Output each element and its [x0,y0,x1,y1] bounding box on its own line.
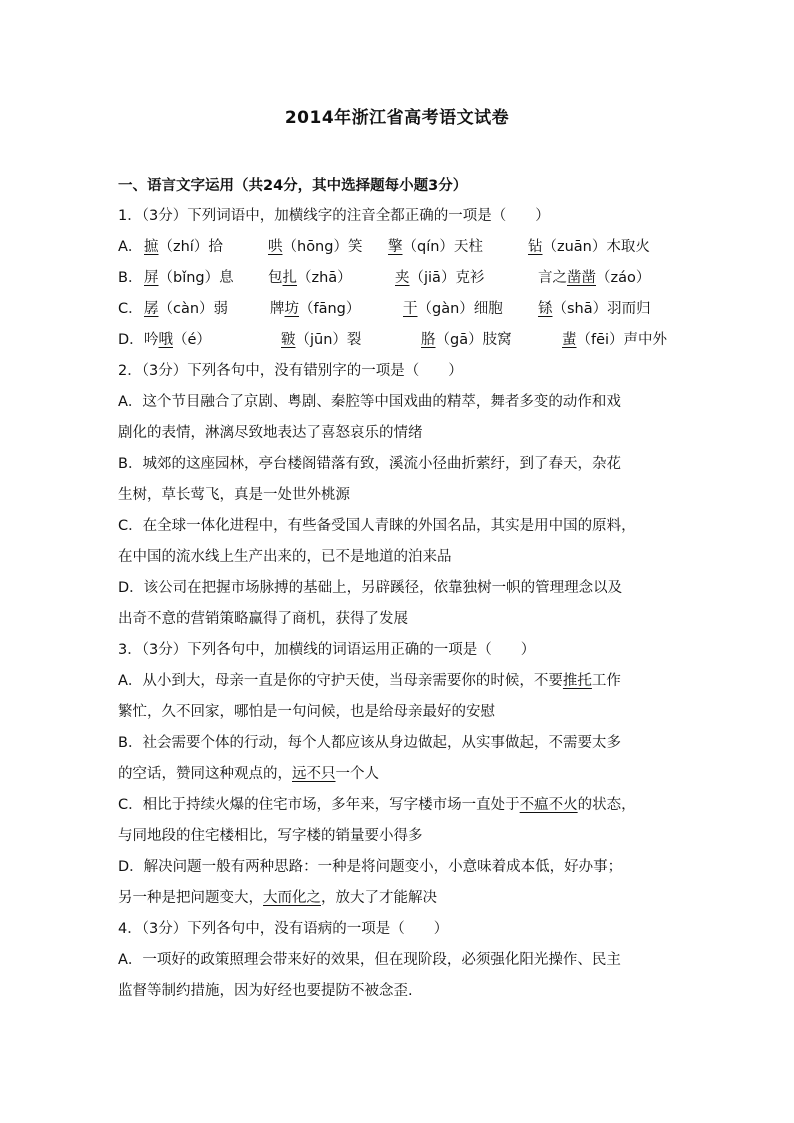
q2-option-b-line-1: B．城郊的这座园林，亭台楼阁错落有致，溪流小径曲折萦纡，到了春天，杂花 [118,456,621,472]
page-title: 2014年浙江省高考语文试卷 [284,108,510,128]
question-3-stem: 3．（3分）下列各句中，加横线的词语运用正确的一项是（ ） [118,642,536,658]
q1-b-item-1: 屏（bǐng）息 [144,270,234,286]
q2-option-c-line-1: C．在全球一体化进程中，有些备受国人青睐的外国名品，其实是用中国的原料， [118,518,636,534]
q1-d-item-4: 蜚（fēi）声中外 [562,332,668,348]
question-4-stem: 4．（3分）下列各句中，没有语病的一项是（ ） [118,921,449,937]
q1-a-item-1: 摭（zhí）拾 [144,239,223,255]
q1-option-c [118,294,678,325]
underlined-term: 推托 [562,673,592,689]
option-label: B． [118,270,143,286]
q2-option-d-line-1: D．该公司在把握市场脉搏的基础上，另辟蹊径，依靠独树一帜的管理理念以及 [118,580,623,596]
q3-option-c-line-2: 与同地段的住宅楼相比，写字楼的销量要小得多 [118,828,423,844]
q1-d-item-3: 胳（gā）肢窝 [421,332,512,348]
q1-b-item-3: 夹（jiā）克衫 [395,270,485,286]
q3-option-a-line-1: A．从小到大，母亲一直是你的守护天使，当母亲需要你的时候，不要推托工作 [118,673,621,689]
q3-option-d-line-2: 另一种是把问题变大，大而化之，放大了才能解决 [118,890,437,906]
q1-option-a [118,232,678,263]
question-1-stem: 1．（3分）下列词语中，加横线字的注音全都正确的一项是（ ） [118,208,550,224]
q4-option-a-line-1: A．一项好的政策照理会带来好的效果，但在现阶段，必须强化阳光操作、民主 [118,952,621,968]
q2-option-c-line-2: 在中国的流水线上生产出来的，已不是地道的泊来品 [118,549,452,565]
q1-c-item-1: 孱（càn）弱 [144,301,229,317]
q1-d-item-1: 吟哦（é） [144,332,211,348]
q1-a-item-3: 擎（qín）天柱 [388,239,483,255]
q1-a-item-2: 哄（hōng）笑 [268,239,363,255]
q3-option-c-line-1: C．相比于持续火爆的住宅市场，多年来，写字楼市场一直处于不瘟不火的状态， [118,797,636,813]
q1-option-d [118,325,678,356]
question-2-stem: 2．（3分）下列各句中，没有错别字的一项是（ ） [118,363,463,379]
q4-option-a-line-2: 监督等制约措施，因为好经也要提防不被念歪. [118,983,413,999]
q1-b-item-2: 包扎（zhā） [268,270,352,286]
q1-a-item-4: 钻（zuān）木取火 [528,239,650,255]
q3-option-d-line-1: D．解决问题一般有两种思路：一种是将问题变小，小意味着成本低，好办事； [118,859,623,875]
option-label: D． [118,332,144,348]
q1-b-item-4: 言之凿凿（záo） [538,270,651,286]
exam-content [118,172,678,1007]
q3-option-b-line-2: 的空话，赞同这种观点的，远不只一个人 [118,766,379,782]
q2-option-a-line-2: 剧化的表情，淋漓尽致地表达了喜怒哀乐的情绪 [118,425,423,441]
q1-c-item-3: 干（gàn）细胞 [403,301,503,317]
q2-option-d-line-2: 出奇不意的营销策略赢得了商机，获得了发展 [118,611,408,627]
q2-option-a-line-1: A．这个节目融合了京剧、粤剧、秦腔等中国戏曲的精萃，舞者多变的动作和戏 [118,394,621,410]
q1-d-item-2: 皲（jūn）裂 [281,332,362,348]
section-heading: 一、语言文字运用（共24分，其中选择题每小题3分） [118,178,468,194]
option-label: A． [118,239,143,255]
underlined-term: 不瘟不火 [519,797,578,813]
underlined-term: 大而化之 [263,890,321,906]
q3-option-b-line-1: B．社会需要个体的行动，每个人都应该从身边做起，从实事做起，不需要太多 [118,735,621,751]
q1-c-item-4: 铩（shā）羽而归 [538,301,651,317]
underlined-term: 远不只 [292,766,336,782]
option-label: C． [118,301,143,317]
q3-option-a-line-2: 繁忙，久不回家，哪怕是一句问候，也是给母亲最好的安慰 [118,704,495,720]
q2-option-b-line-2: 生树，草长莺飞，真是一处世外桃源 [118,487,350,503]
q1-c-item-2: 牌坊（fāng） [270,301,361,317]
q1-option-b [118,263,678,294]
